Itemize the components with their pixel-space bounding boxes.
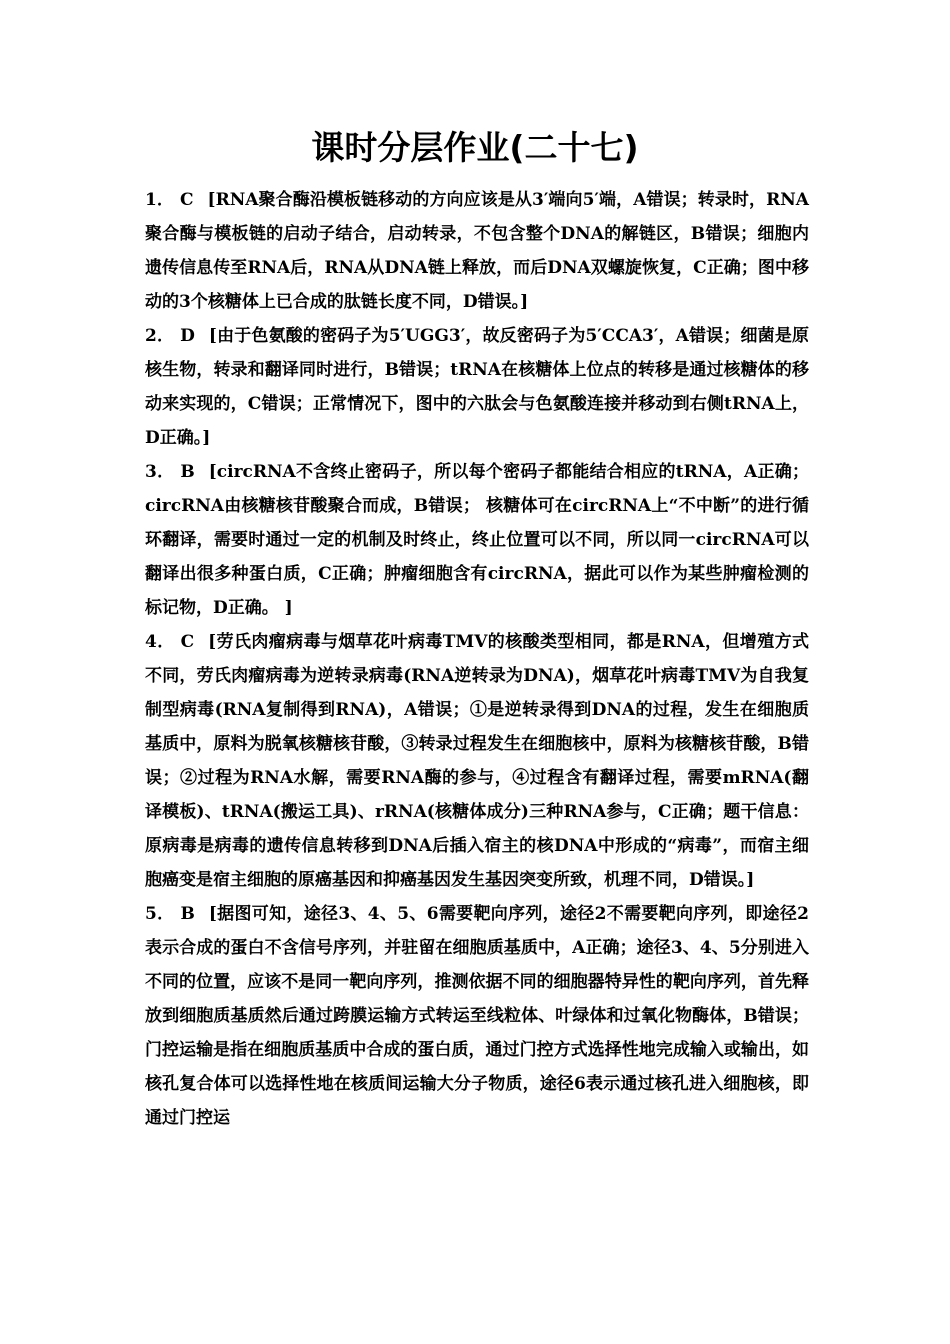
- item-explanation: [据图可知，途径3、4、5、6需要靶向序列，途径2不需要靶向序列，即途径2表示合成的蛋白不含信号序列，并驻留在细胞质基质中，A正确；途径3、4、5分别进入不同的位置，应该不是同一靶向序列，推测依据不同的细胞器特异性的靶向序列，首先释放到细胞质基质然后通过跨膜运输方式转运至线粒体、叶绿体和过氧化物酶体，B错误；门控运输是指在细胞质基质中合成的蛋白质，通过门控方式选择性地完成输入或输出，如核孔复合体可以选择性地在核质间运输大分子物质，途径6表示通过核孔进入细胞核，即通过门控运: [145, 904, 809, 1128]
- item-explanation: [劳氏肉瘤病毒与烟草花叶病毒TMV的核酸类型相同，都是RNA，但增殖方式不同，劳氏肉瘤病毒为逆转录病毒(RNA逆转录为DNA)，烟草花叶病毒TMV为自我复制型病毒(RNA复制得到RNA)，A错误；①是逆转录得到DNA的过程，发生在细胞质基质中，原料为脱氧核糖核苷酸，③转录过程发生在细胞核中，原料为核糖核苷酸，B错误；②过程为RNA水解，需要RNA酶的参与，④过程含有翻译过程，需要mRNA(翻译模板)、tRNA(搬运工具)、rRNA(核糖体成分)三种RNA参与，C正确；题干信息：原病毒是病毒的遗传信息转移到DNA后插入宿主的核DNA中形成的“病毒”，而宿主细胞癌变是宿主细胞的原癌基因和抑癌基因发生基因突变所致，机理不同，D错误。]: [145, 632, 809, 890]
- answer-item-1: [145, 183, 809, 319]
- item-answer: B: [180, 904, 195, 924]
- answer-item-5: [145, 897, 809, 1135]
- answer-item-3: [145, 455, 809, 625]
- item-answer: B: [180, 462, 195, 482]
- item-explanation: [RNA聚合酶沿模板链移动的方向应该是从3′端向5′端，A错误；转录时，RNA聚合酶与模板链的启动子结合，启动转录，不包含整个DNA的解链区，B错误；细胞内遗传信息传至RNA后，RNA从DNA链上释放，而后DNA双螺旋恢复，C正确；图中移动的3个核糖体上已合成的肽链长度不同，D错误。]: [145, 190, 809, 312]
- item-answer: C: [180, 190, 194, 210]
- item-explanation: [由于色氨酸的密码子为5′UGG3′，故反密码子为5′CCA3′，A错误；细菌是原核生物，转录和翻译同时进行，B错误；tRNA在核糖体上位点的转移是通过核糖体的移动来实现的，C错误；正常情况下，图中的六肽会与色氨酸连接并移动到右侧tRNA上，D正确。]: [145, 326, 809, 448]
- item-number: 2．: [145, 326, 175, 346]
- item-answer: C: [180, 632, 195, 652]
- answer-item-4: [145, 625, 809, 897]
- item-number: 1．: [145, 190, 175, 210]
- answer-item-2: [145, 319, 809, 455]
- answer-list: [145, 183, 809, 1135]
- item-number: 4．: [145, 632, 175, 652]
- item-explanation: [circRNA不含终止密码子，所以每个密码子都能结合相应的tRNA，A正确；circRNA由核糖核苷酸聚合而成，B错误； 核糖体可在circRNA上“不中断”的进行循环翻译，需要时通过一定的机制及时终止，终止位置可以不同，所以同一circRNA可以翻译出很多种蛋白质，C正确；肿瘤细胞含有circRNA，据此可以作为某些肿瘤检测的标记物，D正确。 ]: [145, 462, 809, 618]
- item-number: 3．: [145, 462, 175, 482]
- item-number: 5．: [145, 904, 175, 924]
- page-title: 课时分层作业(二十七): [311, 128, 639, 167]
- item-answer: D: [180, 326, 195, 346]
